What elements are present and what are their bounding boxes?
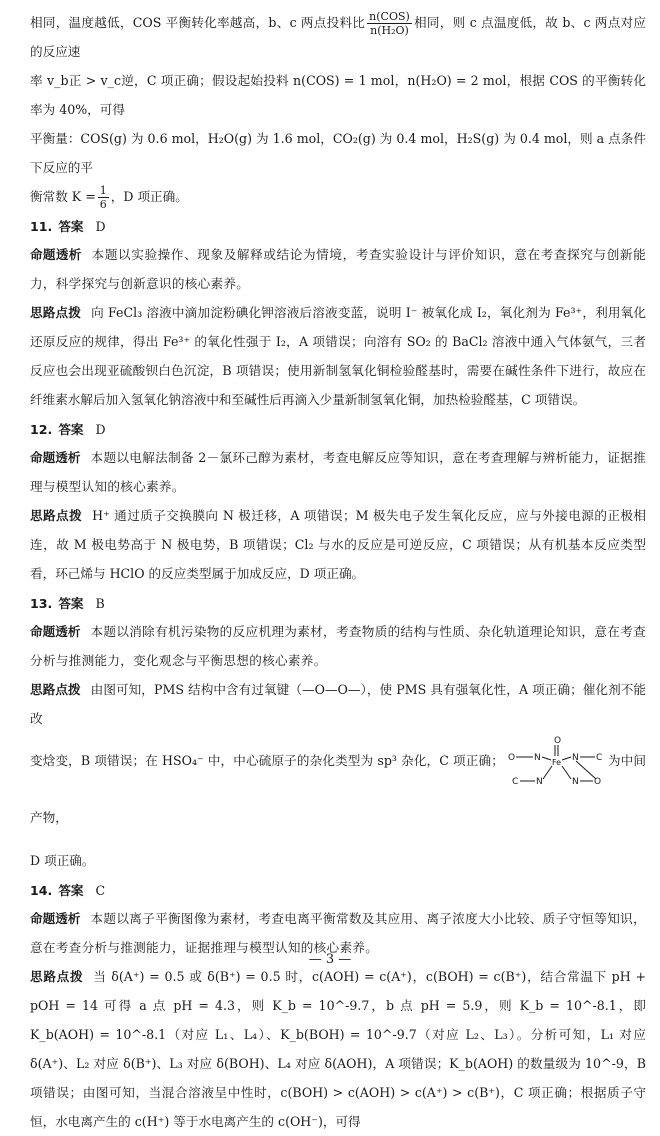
answer-heading: 11. 答案 D (30, 219, 106, 234)
intro-line-3: 平衡量：COS(g) 为 0.6 mol，H₂O(g) 为 1.6 mol，CO₂(g) 为 0.4 mol，H₂S(g) 为 0.4 mol，则 a 点条件下反应的平 (30, 131, 646, 175)
ratio-fraction: $\frac{\text{n(COS)}}{\text{n(H₂O)}}$ (369, 10, 410, 37)
fe-complex-diagram (506, 734, 606, 790)
struct-right-n: N (571, 752, 579, 763)
question-13 (30, 591, 646, 875)
struct-left-n: N (533, 752, 541, 763)
question-14 (30, 878, 646, 1136)
analysis-paragraph: 命题透析 本题以消除有机污染物的反应机理为素材，考查物质的结构与性质、杂化轨道理论知识，意在考查分析与推测能力，变化观念与平衡思想的核心素养。 (30, 624, 646, 668)
struct-right-c: C (595, 752, 603, 763)
struct-bottom-right-o: O (593, 776, 601, 787)
hint-paragraph: 思路点拨 向 FeCl₃ 溶液中滴加淀粉碘化钾溶液后溶液变蓝，说明 I⁻ 被氧化成 I₂，氧化剂为 Fe³⁺，利用氧化还原反应的规律，得出 Fe³⁺ 的氧化性强于 I₂，A 项错误；向溶有 SO₂ 的 BaCl₂ 溶液中通入气体氨气，三者反应也会出现亚硫酸钡白色沉淀，B 项错误；使用新制氢氧化铜检验醛基时，需要在碱性条件下进行，故应在纤维素水解后加入氢氧化钠溶液中和至碱性后再滴入少量新制氢氧化铜，加热检验醛基，C 项错误。 (30, 305, 647, 407)
question-12 (30, 417, 646, 588)
analysis-paragraph: 命题透析 本题以实验操作、现象及解释或结论为情境，考查实验设计与评价知识，意在考查探究与创新能力，科学探究与创新意识的核心素养。 (30, 247, 647, 291)
fe-complex-structure (506, 734, 606, 790)
k-fraction: $\frac{1}{6}$ (99, 184, 107, 211)
struct-left-o: O (507, 752, 515, 763)
analysis-paragraph: 命题透析 本题以离子平衡图像为素材，考查电离平衡常数及其应用、离子浓度大小比较、质子守恒等知识，意在考查分析与推测能力，证据推理与模型认知的核心素养。 (30, 910, 646, 955)
struct-bottom-n: N (535, 776, 543, 787)
answer-heading: 12. 答案 D (30, 422, 106, 437)
analysis-paragraph: 命题透析 本题以电解法制备 2－氯环己醇为素材，考查电解反应等知识，意在考查理解与辨析能力，证据推理与模型认知的核心素养。 (30, 450, 647, 494)
hint-conclusion: D 项正确。 (30, 852, 95, 868)
question-11 (30, 214, 646, 414)
intro-section (30, 8, 646, 211)
struct-bottom-c: C (511, 776, 519, 787)
answer-heading: 13. 答案 B (30, 596, 105, 611)
page-number: — 3 — (308, 952, 352, 967)
intro-line-4: 衡常数 K = $\frac{1}{6}$ ，D 项正确。 (30, 184, 188, 211)
struct-top-o: O (553, 735, 561, 746)
intro-line-1: 相同，温度越低，COS 平衡转化率越高，b、c 两点投料比 $\frac{\text{n(COS)}}{\text{n(H₂O)}}$ 相同，则 c 点温度低，故 b、c 两点对应的反应速 (30, 10, 646, 59)
hint-structure-line: 变焓变，B 项错误；在 HSO₄⁻ 中，中心硫原子的杂化类型为 sp³ 杂化，C 项正确； O Fe O N N C C N N O 为中间产物， (30, 735, 646, 825)
answer-heading: 14. 答案 C (30, 882, 106, 898)
hint-paragraph: 思路点拨 由图可知，PMS 结构中含有过氧键（—O—O—），使 PMS 具有强氧化性，A 项正确；催化剂不能改 (30, 682, 647, 726)
hint-paragraph: 思路点拨 当 δ(A⁺) = 0.5 或 δ(B⁺) = 0.5 时，c(AOH) = c(A⁺)，c(BOH) = c(B⁺)，结合常温下 pH + pOH = 14 可得 a 点 pH = 4.3，则 K_b = 10^-9.7，b 点 pH = 5.9，则 K_b = 10^-8.1，即 K_b(AOH) = 10^-8.1（对应 L₁、L₄）、K_b(BOH) = 10^-9.7（对应 L₂、L₃）。分析可知，L₁ 对应 δ(A⁺)、L₂ 对应 δ(B⁺)、L₃ 对应 δ(BOH)、L₄ 对应 δ(AOH)，A 项错误；K_b(AOH) 的数量级为 10^-9，B 项错误；由图可知，当混合溶液呈中性时，c(BOH) > c(AOH) > c(A⁺) > c(B⁺)，C 项正确；根据质子守恒，水电离产生的 c(H⁺) 等于水电离产生的 c(OH⁻)，可得 (30, 968, 647, 1129)
struct-bottom-right-n: N (571, 776, 579, 787)
hint-paragraph: 思路点拨 H⁺ 通过质子交换膜向 N 极迁移，A 项错误；M 极失电子发生氧化反应，应与外接电源的正极相连，故 M 极电势高于 N 极电势，B 项错误；Cl₂ 与水的反应是可逆反应，C 项错误；从有机基本反应类型看，环己烯与 HClO 的反应类型属于加成反应，D 项正确。 (30, 508, 647, 581)
struct-center-fe: Fe (551, 757, 561, 767)
intro-line-2: 率 v_b正 > v_c逆，C 项正确；假设起始投料 n(COS) = 1 mol，n(H₂O) = 2 mol，根据 COS 的平衡转化率为 40%，可得 (30, 73, 646, 117)
